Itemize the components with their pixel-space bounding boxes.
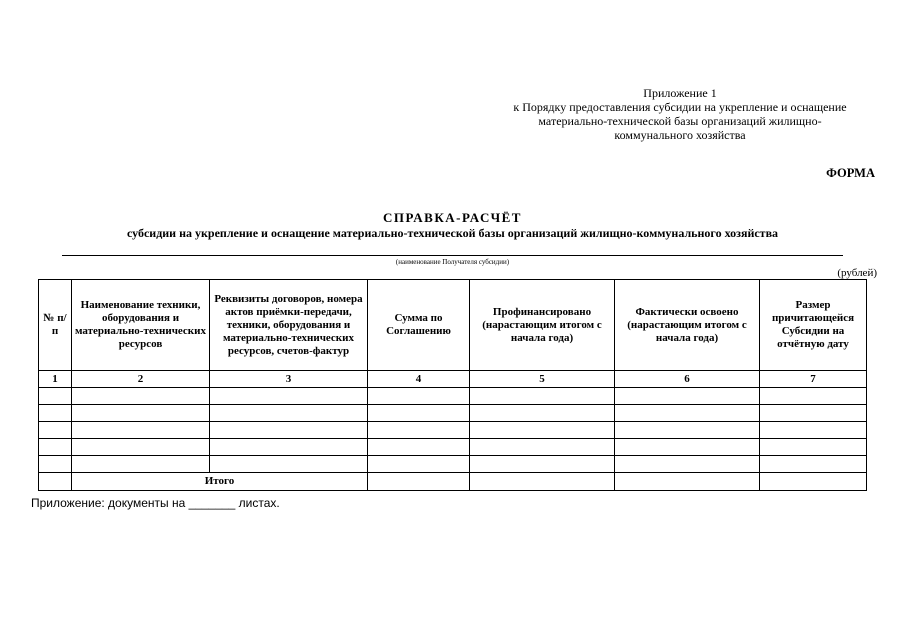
column-number: 7 <box>760 371 867 388</box>
table-cell[interactable] <box>210 439 368 456</box>
total-cell[interactable] <box>368 473 470 491</box>
table-cell[interactable] <box>760 422 867 439</box>
table-cell[interactable] <box>72 388 210 405</box>
table-cell[interactable] <box>615 405 760 422</box>
header-cell-subsidy-size: Размер причитающейся Субсидии на отчётную дату <box>760 280 867 371</box>
appendix-line: коммунального хозяйства <box>614 128 746 142</box>
table-cell[interactable] <box>72 422 210 439</box>
table-row <box>39 456 867 473</box>
header-cell-financed: Профинансировано (нарастающим итогом с начала года) <box>470 280 615 371</box>
recipient-caption: (наименование Получателя субсидии) <box>395 258 510 266</box>
total-label: Итого <box>72 473 368 491</box>
table-cell[interactable] <box>368 439 470 456</box>
column-number: 2 <box>72 371 210 388</box>
header-cell-agreement-sum: Сумма по Соглашению <box>368 280 470 371</box>
appendix-line: материально-технической базы организаций жилищно- <box>538 114 822 128</box>
header-cell-spent: Фактически освоено (нарастающим итогом с начала года) <box>615 280 760 371</box>
appendix-line: Приложение 1 <box>643 86 717 100</box>
table-cell[interactable] <box>72 456 210 473</box>
table-cell[interactable] <box>760 388 867 405</box>
header-cell-requisites: Реквизиты договоров, номера актов приёмки-передачи, техники, оборудования и материально-технических ресурсов, счетов-фактур <box>210 280 368 371</box>
table-row <box>39 439 867 456</box>
table-cell[interactable] <box>470 422 615 439</box>
document-title: СПРАВКА-РАСЧЁТ <box>383 210 522 225</box>
table-cell[interactable] <box>210 422 368 439</box>
table-cell[interactable] <box>368 456 470 473</box>
table-cell[interactable] <box>39 473 72 491</box>
table-cell[interactable] <box>39 405 72 422</box>
form-label: ФОРМА <box>826 166 875 180</box>
header-cell-name: Наименование техники, оборудования и материально-технических ресурсов <box>72 280 210 371</box>
total-cell[interactable] <box>760 473 867 491</box>
table-row <box>39 388 867 405</box>
table-cell[interactable] <box>760 439 867 456</box>
table-row <box>39 422 867 439</box>
table-cell[interactable] <box>615 439 760 456</box>
table-cell[interactable] <box>368 388 470 405</box>
table-row <box>39 405 867 422</box>
table-cell[interactable] <box>210 405 368 422</box>
table-cell[interactable] <box>72 405 210 422</box>
column-number: 4 <box>368 371 470 388</box>
table-cell[interactable] <box>470 439 615 456</box>
attachment-note: Приложение: документы на _______ листах. <box>31 496 280 510</box>
table-cell[interactable] <box>210 388 368 405</box>
table-cell[interactable] <box>39 439 72 456</box>
table-cell[interactable] <box>39 456 72 473</box>
table-cell[interactable] <box>72 439 210 456</box>
recipient-name-line[interactable] <box>62 255 843 256</box>
appendix-line: к Порядку предоставления субсидии на укрепление и оснащение <box>513 100 847 114</box>
table-cell[interactable] <box>210 456 368 473</box>
table-cell[interactable] <box>615 456 760 473</box>
total-cell[interactable] <box>615 473 760 491</box>
table-cell[interactable] <box>760 405 867 422</box>
header-cell-number: № п/п <box>39 280 72 371</box>
column-number: 1 <box>39 371 72 388</box>
column-number: 5 <box>470 371 615 388</box>
table-header-row <box>39 280 867 371</box>
table-cell[interactable] <box>470 405 615 422</box>
table-cell[interactable] <box>615 422 760 439</box>
calculation-table <box>38 279 867 491</box>
table-cell[interactable] <box>39 422 72 439</box>
document-subtitle: субсидии на укрепление и оснащение материально-технической базы организаций жилищно-коммунального хозяйства <box>126 226 779 240</box>
units-label: (рублей) <box>837 267 877 279</box>
table-cell[interactable] <box>39 388 72 405</box>
total-row <box>39 473 867 491</box>
column-number-row <box>39 371 867 388</box>
total-cell[interactable] <box>470 473 615 491</box>
appendix-block <box>470 86 890 142</box>
column-number: 6 <box>615 371 760 388</box>
table-cell[interactable] <box>760 456 867 473</box>
table-cell[interactable] <box>615 388 760 405</box>
table-cell[interactable] <box>470 388 615 405</box>
table-cell[interactable] <box>368 405 470 422</box>
table-cell[interactable] <box>368 422 470 439</box>
table-cell[interactable] <box>470 456 615 473</box>
column-number: 3 <box>210 371 368 388</box>
